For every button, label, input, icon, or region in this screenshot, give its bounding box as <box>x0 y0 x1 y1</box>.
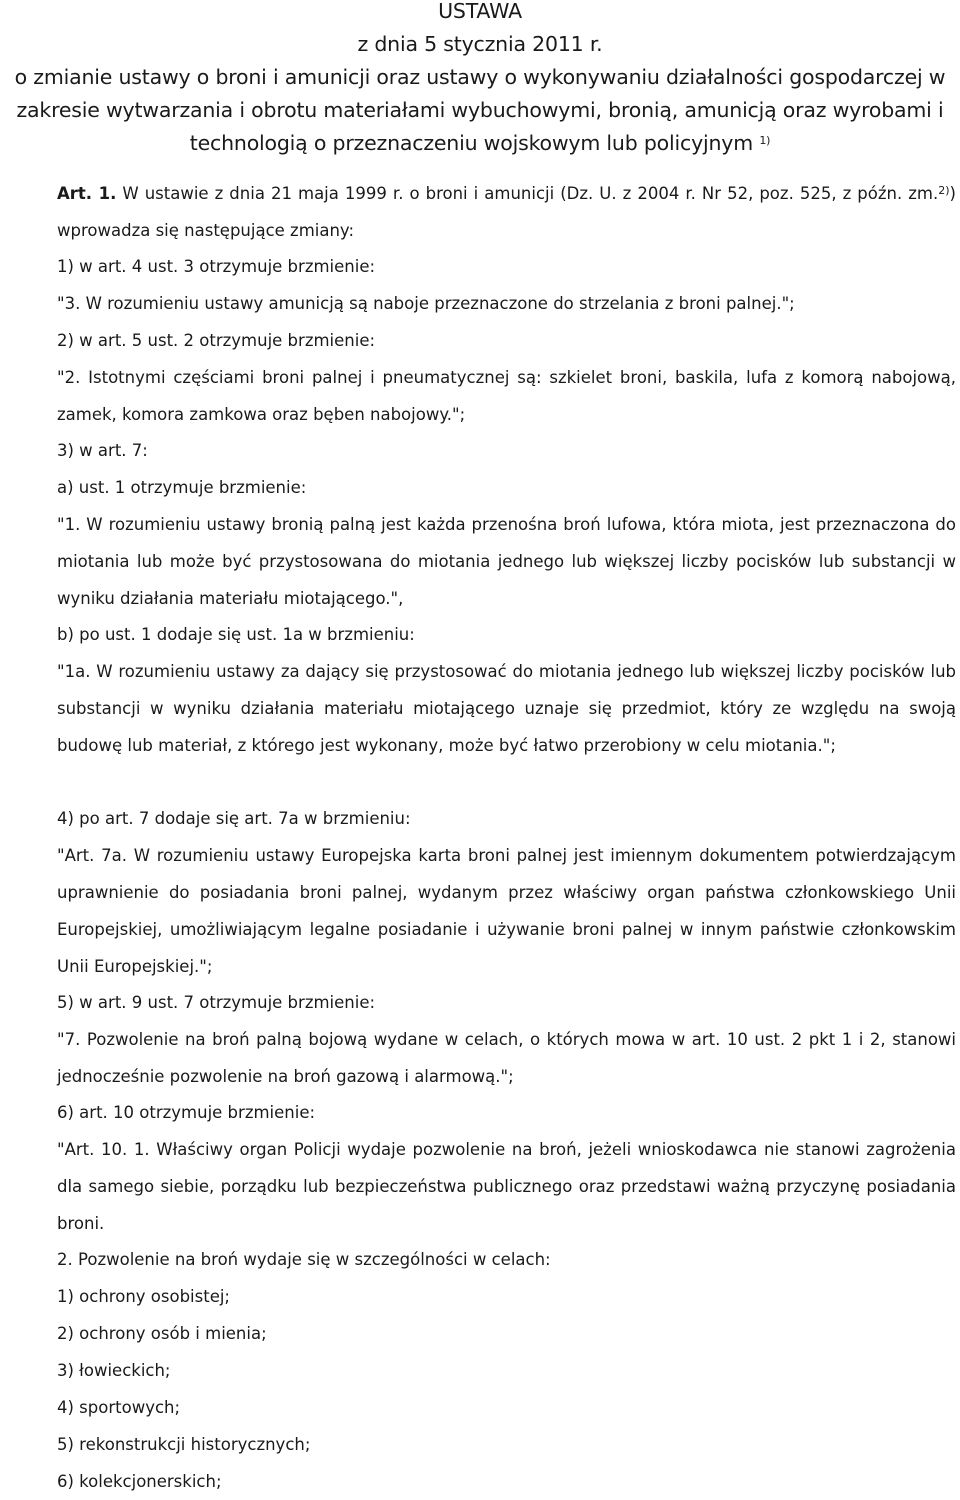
list-item: "1a. W rozumieniu ustawy za dający się przystosować do miotania jednego lub większej liczby pocisków lub substancji w wyniku działania materiału miotającego uznaje się przedmiot, który ze względu na swoją budowę lub materiał, z którego jest wykonany, może być łatwo przerobiony w celu miotania."; <box>57 662 956 755</box>
list-item: "7. Pozwolenie na broń palną bojową wydane w celach, o których mowa w art. 10 ust. 2 pkt 1 i 2, stanowi jednocześnie pozwolenie na broń gazową i alarmową."; <box>57 1030 956 1086</box>
document-subject-line-3: technologią o przeznaczeniu wojskowym lub policyjnym $^{1)}$ <box>189 131 771 155</box>
list-item: 3) w art. 7: <box>57 441 148 460</box>
list-item: 5) rekonstrukcji historycznych; <box>57 1435 311 1454</box>
list-item: 1) ochrony osobistej; <box>57 1287 230 1306</box>
list-item: "3. W rozumieniu ustawy amunicją są naboje przeznaczone do strzelania z broni palnej."; <box>57 294 795 313</box>
list-item: 5) w art. 9 ust. 7 otrzymuje brzmienie: <box>57 993 376 1012</box>
document-header <box>0 0 960 160</box>
document-date: z dnia 5 stycznia 2011 r. <box>357 32 603 56</box>
article-label: Art. 1. <box>57 184 117 203</box>
document-subject-line-1: o zmianie ustawy o broni i amunicji oraz ustawy o wykonywaniu działalności gospodarczej w <box>14 65 946 89</box>
list-item: "2. Istotnymi częściami broni palnej i pneumatycznej są: szkielet broni, baskila, lufa z komorą nabojową, zamek, komora zamkowa oraz bęben nabojowy."; <box>57 368 956 424</box>
list-item: 2. Pozwolenie na broń wydaje się w szczególności w celach: <box>57 1250 551 1269</box>
list-item: b) po ust. 1 dodaje się ust. 1a w brzmieniu: <box>57 625 415 644</box>
list-item: 3) łowieckich; <box>57 1361 171 1380</box>
footnote-ref-1: 1) <box>759 134 771 147</box>
footnote-ref-2: 2) <box>938 184 950 197</box>
document-subject-line-2: zakresie wytwarzania i obrotu materiałami wybuchowymi, bronią, amunicją oraz wyrobami i <box>16 98 944 122</box>
document-title: USTAWA <box>438 0 522 23</box>
list-item: 4) sportowych; <box>57 1398 181 1417</box>
article-1-intro: Art. 1. W ustawie z dnia 21 maja 1999 r. o broni i amunicji (Dz. U. z 2004 r. Nr 52, poz. 525, z późn. zm.$^{2)}$) wprowadza się następujące zmiany: <box>57 184 956 240</box>
list-item: 4) po art. 7 dodaje się art. 7a w brzmieniu: <box>57 809 411 828</box>
list-item: 2) w art. 5 ust. 2 otrzymuje brzmienie: <box>57 331 376 350</box>
list-item: a) ust. 1 otrzymuje brzmienie: <box>57 478 307 497</box>
list-item: "Art. 7a. W rozumieniu ustawy Europejska karta broni palnej jest imiennym dokumentem potwierdzającym uprawnienie do posiadania broni palnej, wydanym przez właściwy organ państwa członkowskiego Unii Europejskiej, umożliwiającym legalne posiadanie i używanie broni palnej w innym państwie członkowskim Unii Europejskiej."; <box>57 846 956 976</box>
list-item: "1. W rozumieniu ustawy bronią palną jest każda przenośna broń lufowa, która miota, jest przeznaczona do miotania lub może być przystosowana do miotania jednego lub większej liczby pocisków lub substancji w wyniku działania materiału miotającego.", <box>57 515 956 608</box>
list-item: 1) w art. 4 ust. 3 otrzymuje brzmienie: <box>57 257 376 276</box>
list-item: 6) kolekcjonerskich; <box>57 1472 222 1491</box>
list-item: 2) ochrony osób i mienia; <box>57 1324 267 1343</box>
list-item: "Art. 10. 1. Właściwy organ Policji wydaje pozwolenie na broń, jeżeli wnioskodawca nie stanowi zagrożenia dla samego siebie, porządku lub bezpieczeństwa publicznego oraz przedstawi ważną przyczynę posiadania broni. <box>57 1140 956 1233</box>
list-item: 6) art. 10 otrzymuje brzmienie: <box>57 1103 316 1122</box>
